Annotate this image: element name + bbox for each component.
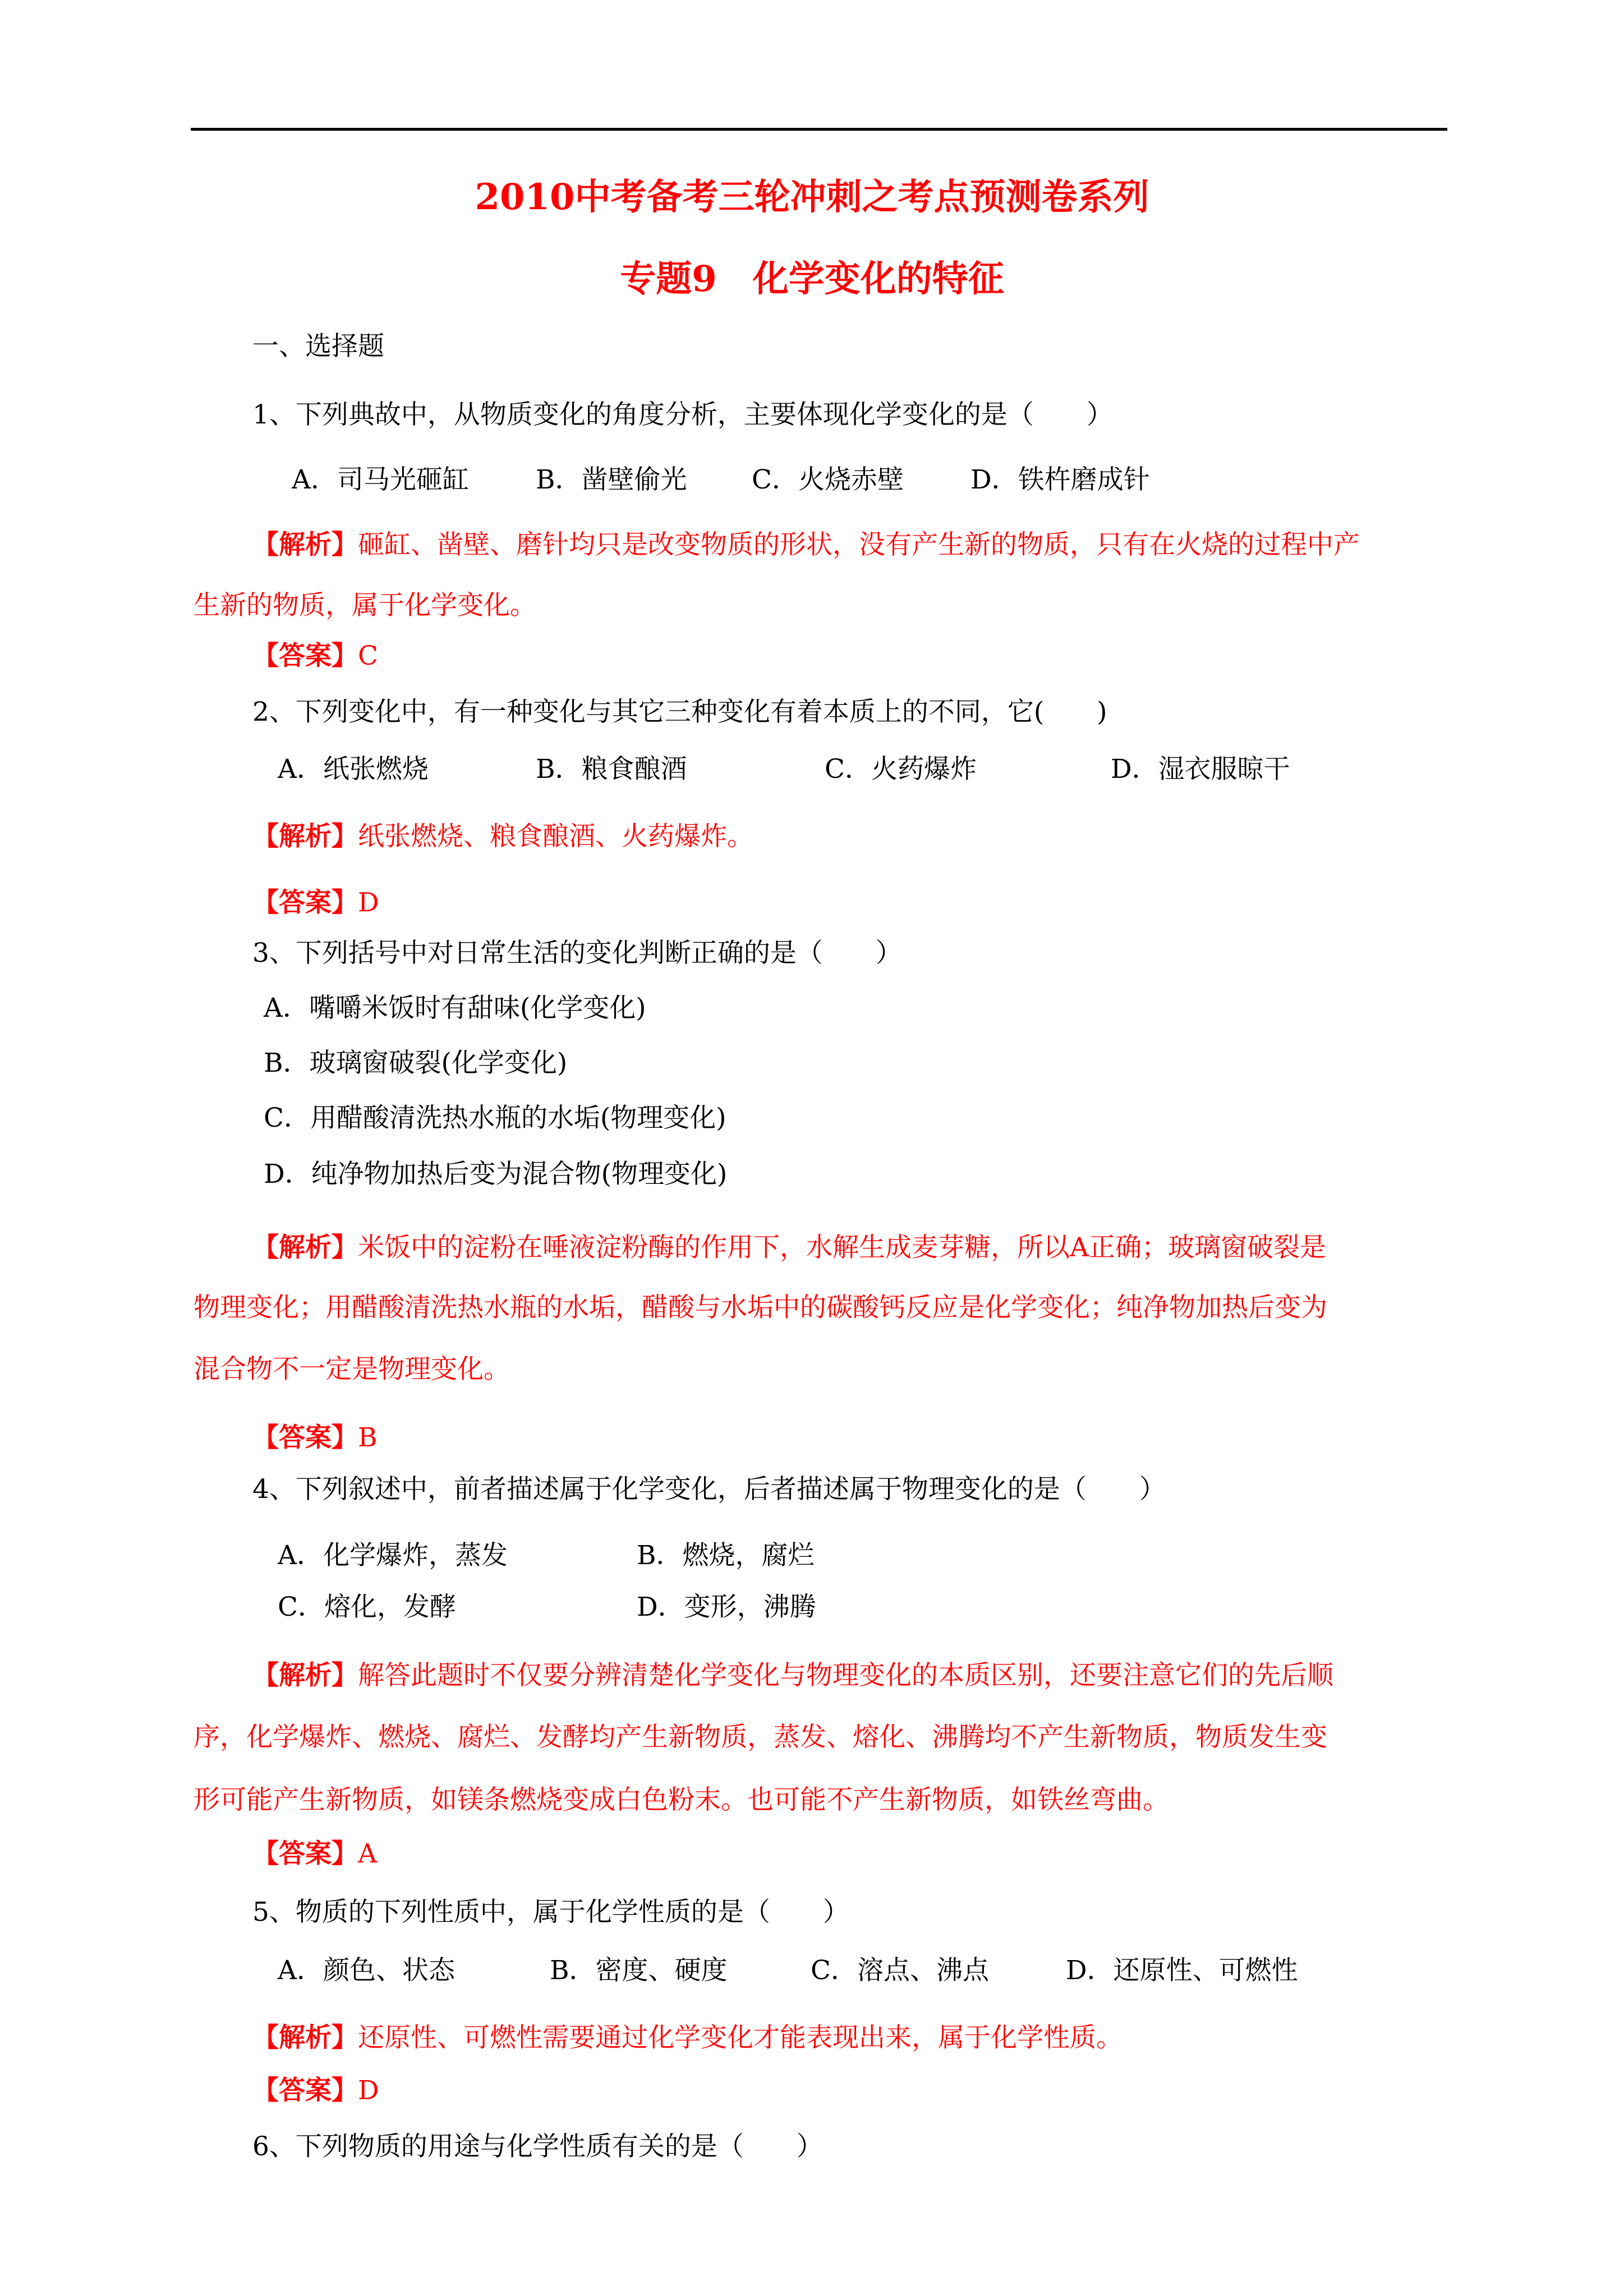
q2-analysis [252,820,753,854]
q2-answer [252,886,379,920]
q1-option-a: A．司马光砸缸 [292,464,469,495]
q4-option-b: B．燃烧，腐烂 [637,1540,815,1571]
q1-option-c: C．火烧赤壁 [752,464,904,495]
q1-analysis-line2: 生新的物质，属于化学变化。 [194,590,536,621]
header-rule [191,128,1447,131]
answer-tag: 【答案】 [252,887,358,918]
q6-stem: 6、下列物质的用途与化学性质有关的是（ ） [252,2131,823,2162]
q1-option-d: D．铁杵磨成针 [970,464,1150,495]
q4-analysis-text: 解答此题时不仅要分辨清楚化学变化与物理变化的本质区别，还要注意它们的先后顺 [358,1660,1333,1691]
q3-option-c: C．用醋酸清洗热水瓶的水垢(物理变化) [264,1103,726,1133]
q4-analysis-line1 [252,1659,1333,1693]
q3-analysis-line1 [252,1231,1326,1265]
q5-analysis-text: 还原性、可燃性需要通过化学变化才能表现出来，属于化学性质。 [358,2022,1122,2053]
q1-analysis-text: 砸缸、凿壁、磨针均只是改变物质的形状，没有产生新的物质，只有在火烧的过程中产 [358,529,1360,560]
document-subtitle: 专题9 化学变化的特征 [620,258,1004,300]
q4-stem: 4、下列叙述中，前者描述属于化学变化，后者描述属于物理变化的是（ ） [252,1474,1166,1505]
q1-stem: 1、下列典故中，从物质变化的角度分析，主要体现化学变化的是（ ） [252,399,1113,430]
analysis-tag: 【解析】 [252,821,358,852]
q3-analysis-line3: 混合物不一定是物理变化。 [194,1354,510,1385]
q5-option-b: B．密度、硬度 [550,1955,728,1986]
q2-option-b: B．粮食酿酒 [536,754,687,785]
q4-analysis-line2: 序，化学爆炸、燃烧、腐烂、发酵均产生新物质，蒸发、熔化、沸腾均不产生新物质，物质发生变 [194,1722,1327,1753]
q5-stem: 5、物质的下列性质中，属于化学性质的是（ ） [252,1897,849,1928]
q4-answer-value: A [358,1838,377,1869]
document-title: 2010中考备考三轮冲刺之考点预测卷系列 [475,176,1149,218]
q3-option-d: D．纯净物加热后变为混合物(物理变化) [264,1159,728,1190]
q4-option-d: D．变形，沸腾 [637,1592,816,1622]
q1-option-b: B．凿壁偷光 [536,464,687,495]
q4-answer [252,1837,377,1871]
q3-stem: 3、下列括号中对日常生活的变化判断正确的是（ ） [252,938,902,969]
q3-analysis-text: 米饭中的淀粉在唾液淀粉酶的作用下，水解生成麦芽糖，所以A正确；玻璃窗破裂是 [358,1232,1326,1263]
q3-option-b: B．玻璃窗破裂(化学变化) [264,1048,568,1078]
q5-analysis [252,2021,1122,2055]
q2-option-d: D．湿衣服晾干 [1111,754,1290,785]
q1-analysis-line1 [252,528,1360,562]
q2-stem: 2、下列变化中，有一种变化与其它三种变化有着本质上的不同，它( ) [252,697,1107,727]
q4-option-a: A．化学爆炸，蒸发 [278,1540,508,1571]
q2-analysis-text: 纸张燃烧、粮食酿酒、火药爆炸。 [358,821,753,852]
q5-answer [252,2074,379,2108]
analysis-tag: 【解析】 [252,1660,358,1691]
answer-tag: 【答案】 [252,2075,358,2106]
q3-option-a: A．嘴嚼米饭时有甜味(化学变化) [264,993,646,1023]
analysis-tag: 【解析】 [252,529,358,560]
q2-answer-value: D [358,887,379,918]
q1-answer [252,639,378,673]
q2-option-a: A．纸张燃烧 [278,754,429,785]
q4-analysis-line3: 形可能产生新物质，如镁条燃烧变成白色粉末。也可能不产生新物质，如铁丝弯曲。 [194,1785,1169,1815]
answer-tag: 【答案】 [252,1838,358,1869]
section-heading: 一、选择题 [252,331,384,362]
q3-answer-value: B [358,1422,378,1453]
q5-option-d: D．还原性、可燃性 [1066,1955,1298,1986]
analysis-tag: 【解析】 [252,1232,358,1263]
q3-analysis-line2: 物理变化；用醋酸清洗热水瓶的水垢，醋酸与水垢中的碳酸钙反应是化学变化；纯净物加热后变为 [194,1292,1327,1323]
q5-answer-value: D [358,2075,379,2106]
q5-option-a: A．颜色、状态 [278,1955,455,1986]
q3-answer [252,1421,378,1455]
answer-tag: 【答案】 [252,640,358,671]
analysis-tag: 【解析】 [252,2022,358,2053]
answer-tag: 【答案】 [252,1422,358,1453]
q4-option-c: C．熔化，发酵 [278,1592,456,1622]
q1-answer-value: C [358,640,378,671]
q5-option-c: C．溶点、沸点 [811,1955,989,1986]
q2-option-c: C．火药爆炸 [825,754,977,785]
